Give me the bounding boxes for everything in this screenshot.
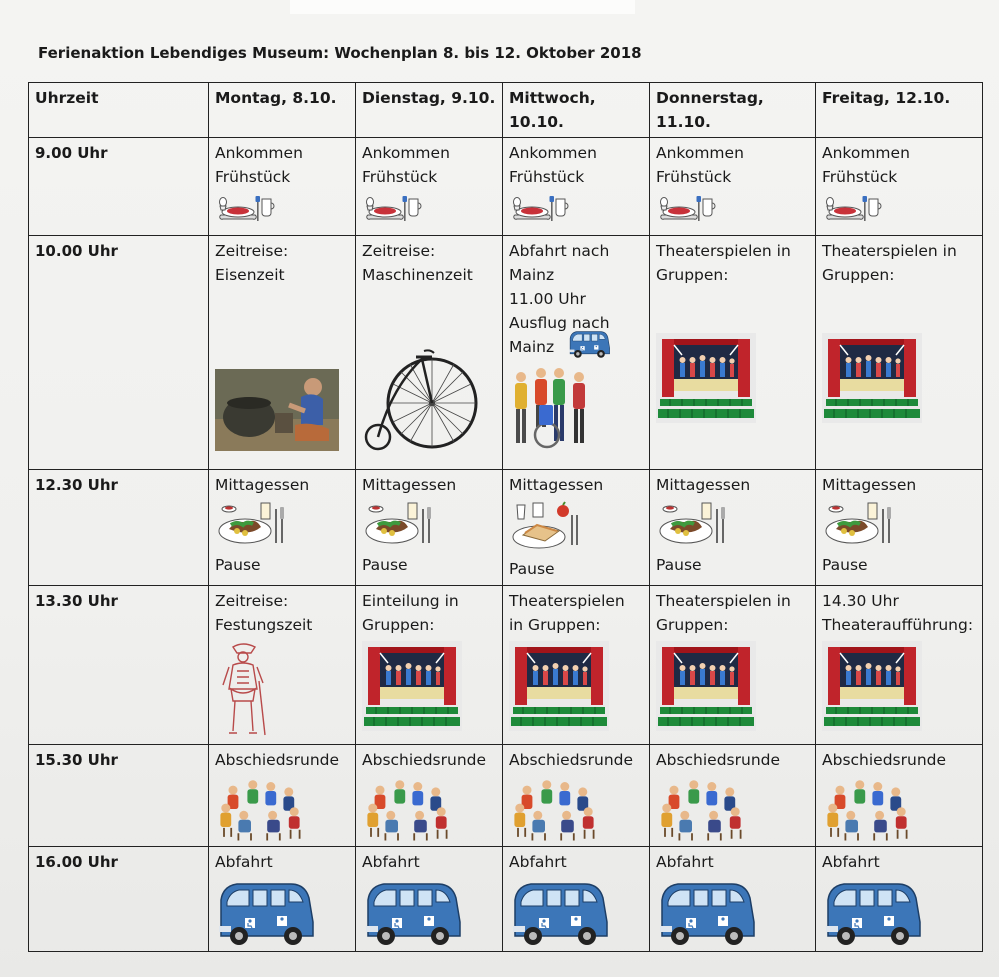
week-plan-table (28, 82, 983, 952)
breakfast-icon (656, 193, 716, 225)
minibus-icon (509, 878, 609, 948)
header-row (29, 83, 983, 138)
circle-talk-icon (362, 776, 452, 842)
schedule-cell: Abfahrt nach Mainz 11.00 Uhr Ausflug nach Mainz (503, 236, 650, 470)
schedule-cell: Mittagessen Pause (650, 470, 816, 586)
table-row (29, 586, 983, 745)
schedule-cell: 14.30 Uhr Theateraufführung: (816, 586, 983, 745)
schedule-cell: Abfahrt (356, 847, 503, 952)
lunch-plate-icon (362, 501, 436, 547)
header-day: Dienstag, 9.10. (356, 83, 503, 138)
schedule-cell: Theaterspielen in Gruppen: (650, 586, 816, 745)
schedule-cell: Einteilung in Gruppen: (356, 586, 503, 745)
time-cell: 9.00 Uhr (29, 138, 209, 236)
minibus-icon (215, 878, 315, 948)
knight-figure-icon (215, 641, 271, 741)
lunch-plate-icon (822, 501, 896, 547)
theater-stage-icon (509, 641, 609, 731)
tape-strip (290, 0, 635, 14)
pause-label: Pause (509, 560, 555, 578)
theater-stage-icon (656, 641, 756, 731)
table-row (29, 138, 983, 236)
mainz-label: Mainz (509, 338, 555, 356)
pause-label: Pause (822, 556, 868, 574)
breakfast-icon (509, 193, 569, 225)
header-time: Uhrzeit (29, 83, 209, 138)
breakfast-icon (822, 193, 882, 225)
mainz-line (509, 335, 643, 361)
circle-talk-icon (656, 776, 746, 842)
schedule-cell: Theaterspielen in Gruppen: (650, 236, 816, 470)
schedule-cell: Abschiedsrunde (650, 745, 816, 847)
sandwich-plate-icon (509, 501, 583, 551)
schedule-cell: Abfahrt (816, 847, 983, 952)
schedule-cell: Zeitreise: Festungszeit (209, 586, 356, 745)
time-cell: 13.30 Uhr (29, 586, 209, 745)
schedule-cell: Abschiedsrunde (209, 745, 356, 847)
schedule-cell: Abschiedsrunde (503, 745, 650, 847)
theater-stage-icon (362, 641, 462, 731)
iron-age-photo (215, 369, 339, 451)
schedule-cell: Mittagessen Pause (816, 470, 983, 586)
header-day: Mittwoch, 10.10. (503, 83, 650, 138)
schedule-cell: Abfahrt (650, 847, 816, 952)
breakfast-icon (362, 193, 422, 225)
page-title: Ferienaktion Lebendiges Museum: Wochenplan 8. bis 12. Oktober 2018 (38, 44, 642, 62)
penny-farthing-icon (362, 347, 482, 453)
bus-icon (565, 329, 613, 359)
header-day: Donnerstag, 11.10. (650, 83, 816, 138)
schedule-cell: Mittagessen Pause (356, 470, 503, 586)
table-row (29, 236, 983, 470)
schedule-cell: Ankommen Frühstück (650, 138, 816, 236)
minibus-icon (822, 878, 922, 948)
schedule-cell: Abschiedsrunde (816, 745, 983, 847)
schedule-cell: Mittagessen Pause (503, 470, 650, 586)
schedule-cell: Theaterspielen in Gruppen: (816, 236, 983, 470)
lunch-plate-icon (656, 501, 730, 547)
pause-label: Pause (362, 556, 408, 574)
schedule-cell: Ankommen Frühstück (209, 138, 356, 236)
schedule-cell: Abfahrt (503, 847, 650, 952)
pause-label: Pause (215, 556, 261, 574)
time-cell: 16.00 Uhr (29, 847, 209, 952)
minibus-icon (656, 878, 756, 948)
schedule-cell: Mittagessen Pause (209, 470, 356, 586)
time-cell: 10.00 Uhr (29, 236, 209, 470)
schedule-cell: Ankommen Frühstück (503, 138, 650, 236)
schedule-cell: Abfahrt (209, 847, 356, 952)
time-cell: 12.30 Uhr (29, 470, 209, 586)
theater-stage-icon (822, 641, 922, 731)
table-row (29, 847, 983, 952)
group-people-icon (509, 365, 593, 449)
table-row (29, 745, 983, 847)
pause-label: Pause (656, 556, 702, 574)
header-day: Freitag, 12.10. (816, 83, 983, 138)
schedule-cell: Ankommen Frühstück (356, 138, 503, 236)
theater-stage-icon (822, 333, 922, 423)
schedule-cell: Zeitreise: Eisenzeit (209, 236, 356, 470)
minibus-icon (362, 878, 462, 948)
lunch-plate-icon (215, 501, 289, 547)
table-row (29, 470, 983, 586)
circle-talk-icon (822, 776, 912, 842)
theater-stage-icon (656, 333, 756, 423)
breakfast-icon (215, 193, 275, 225)
schedule-cell: Ankommen Frühstück (816, 138, 983, 236)
time-cell: 15.30 Uhr (29, 745, 209, 847)
circle-talk-icon (509, 776, 599, 842)
header-day: Montag, 8.10. (209, 83, 356, 138)
schedule-cell: Theaterspielen in Gruppen: (503, 586, 650, 745)
schedule-cell: Abschiedsrunde (356, 745, 503, 847)
schedule-cell: Zeitreise: Maschinenzeit (356, 236, 503, 470)
circle-talk-icon (215, 776, 305, 842)
